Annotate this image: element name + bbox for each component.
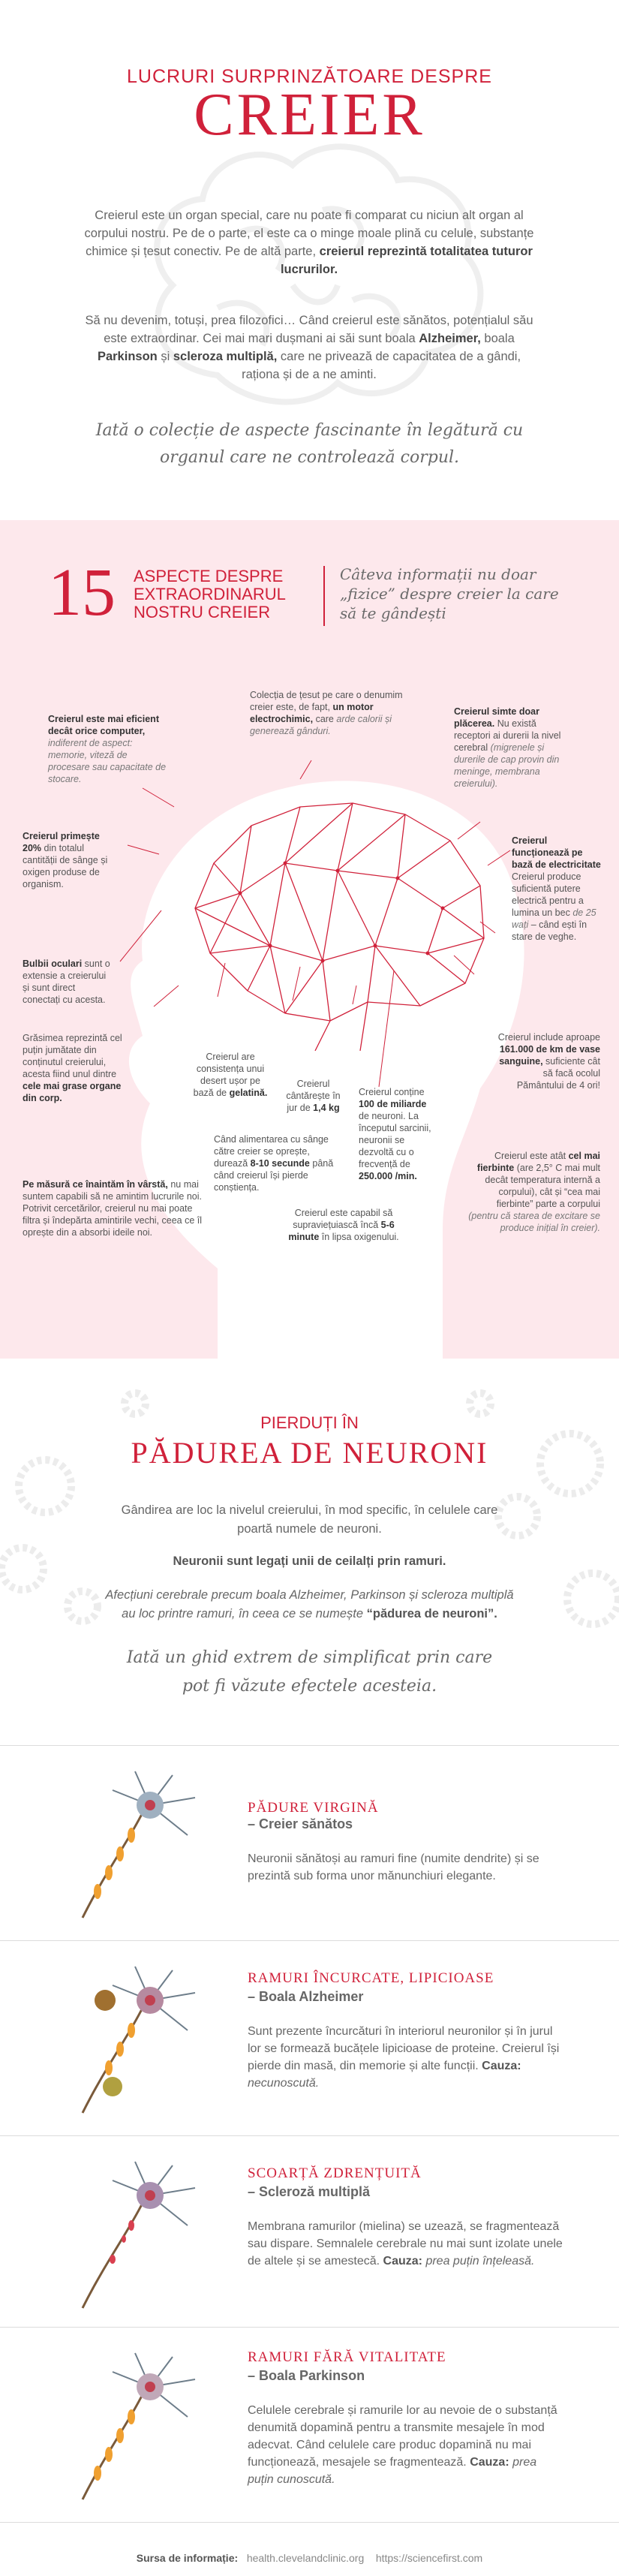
category-4-title: RAMURI FĂRĂ VITALITATE <box>248 2349 446 2365</box>
fact-2-bold: un motor electrochimic, <box>250 702 374 724</box>
intro-2-text-a: Să nu devenim, totuși, prea filozofici… Când creierul este sănătos, potențialul său este extraordinar. Cei mai mari dușmani ai săi sunt boala <box>85 314 533 345</box>
category-4-subtitle: – Boala Parkinson <box>248 2368 365 2383</box>
fact-fat <box>23 1032 124 1104</box>
category-1-title: PĂDURE VIRGINĂ <box>248 1800 379 1816</box>
neurons-paragraph-1: Gândirea are loc la nivelul creierului, în mod specific, în celulele care poartă numele de neuroni. <box>121 1503 498 1536</box>
fact-11-text: Creierul conține <box>359 1087 425 1097</box>
category-3-subtitle: – Scleroză multiplă <box>248 2184 371 2199</box>
header-tagline: Iată o colecție de aspecte fascinante în legătură cu organul care ne controlează corpul. <box>95 421 524 467</box>
category-4-text <box>248 2402 563 2488</box>
fact-13-bold: 8-10 secunde <box>250 1158 310 1169</box>
intro-2-parkinson: Parkinson <box>97 350 158 363</box>
fact-4-text: din totalul cantității de sânge și oxigen produse de organism. <box>23 843 108 889</box>
fact-12-italic: (pentru că starea de excitare se produce inițial în creier). <box>468 1211 600 1233</box>
neurons-kicker: PIERDUȚI ÎN <box>260 1413 359 1432</box>
fact-weight <box>281 1078 345 1114</box>
fact-10-bold: 1,4 kg <box>313 1103 340 1113</box>
fact-14-bold: 5-6 minute <box>288 1220 395 1242</box>
neurons-p3-text: Afecțiuni cerebrale precum boala Alzheimer, Parkinson și scleroza multiplă au loc printre ramuri, în ceea ce se numește <box>105 1588 514 1621</box>
fact-3-bold: Creierul simte doar plăcerea. <box>454 706 539 729</box>
category-4-cause: prea puțin cunoscută. <box>248 2456 537 2486</box>
category-1-subtitle: – Creier sănătos <box>248 1816 353 1831</box>
intro-paragraph-1 <box>84 206 534 278</box>
divider-line <box>0 2135 619 2136</box>
fact-7-text: Creierul include aproape <box>497 1032 600 1043</box>
fact-5-text: Creierul produce suficientă putere electrică pentru a lumina un bec <box>512 871 584 918</box>
category-4-body: Celulele cerebrale și ramurile lor au nevoie de o substanță denumită dopamină pentru a transmite mesajele în mod adecvat. Când celulele care produc dopamină nu mai funcționează, mesajele se fragmentează. <box>248 2404 557 2469</box>
category-2-cause-label: Cauza: <box>482 2060 521 2072</box>
fact-2-italic: arde calorii și generează gânduri. <box>250 714 392 736</box>
category-3-title: SCOARȚĂ ZDRENȚUITĂ <box>248 2165 422 2181</box>
neuron-sclerosis-illustration <box>68 2150 218 2316</box>
neurons-paragraph-3 <box>105 1586 514 1624</box>
category-3-cause: prea puțin înțeleasă. <box>425 2255 535 2268</box>
category-4-cause-label: Cauza: <box>470 2456 509 2469</box>
aspects-number: 15 <box>48 555 116 630</box>
neurons-paragraph-2: Neuronii sunt legați unii de ceilalți prin ramuri. <box>173 1554 446 1568</box>
fact-4-percent: 20% <box>23 843 42 853</box>
fact-13-text-c: până când creierul își pierde conștiența. <box>214 1158 334 1193</box>
intro-2-text-c: boala <box>484 332 515 345</box>
fact-2-text: Colecția de țesut pe care o denumim creier este, de fapt, <box>250 690 403 712</box>
intro-2-sclerosis: scleroza multiplă, <box>173 350 278 363</box>
intro-2-text-e: care ne privează de capacitatea de a gândi, raționa și de a ne aminti. <box>242 350 521 381</box>
fact-4-bold: Creierul primește <box>23 831 100 841</box>
fact-temperature <box>465 1150 600 1234</box>
fact-gelatin <box>189 1051 272 1099</box>
fact-1-italic: indiferent de aspect: memorie, viteză de procesare sau capacitate de stocare. <box>48 738 167 784</box>
fact-3-text: Nu există receptori ai durerii la nivel cerebral <box>454 718 561 753</box>
source-link-sciencefirst[interactable]: https://sciencefirst.com <box>375 2552 483 2564</box>
category-3-text <box>248 2218 563 2270</box>
fact-electrochemical <box>250 689 404 737</box>
fact-blood-oxygen <box>23 830 120 890</box>
fact-8-bold: cele mai grase organe din corp. <box>23 1081 122 1103</box>
fact-13-text: Când alimentarea cu sânge către creier se oprește, durează <box>214 1134 329 1169</box>
intro-paragraph-2 <box>84 311 534 384</box>
fact-pleasure <box>454 706 574 790</box>
neurons-tagline: Iată un ghid extrem de simplificat prin care pot fi văzute efectele acesteia. <box>126 1648 493 1696</box>
divider-line <box>0 1745 619 1746</box>
fact-6-bold: Bulbii oculari <box>23 958 83 969</box>
fact-5-bold: Creierul funcționează pe bază de electricitate <box>512 835 601 870</box>
neuron-healthy-illustration <box>68 1760 218 1925</box>
fact-14-text: Creierul este capabil să supraviețuiască încă <box>293 1208 393 1230</box>
header-kicker: LUCRURI SURPRINZĂTOARE DESPRE <box>127 66 492 87</box>
source-footer <box>0 2552 619 2564</box>
divider-line <box>0 2522 619 2523</box>
fact-3-italic: (migrenele și durerile de cap provin din meninge, membrana creierului). <box>454 742 560 789</box>
intro-2-text-d: și <box>161 350 170 363</box>
fact-7-bold: 161.000 de km de vase sanguine, <box>499 1044 600 1067</box>
fact-8-text: Grăsimea reprezintă cel puțin jumătate din conținutul creierului, acesta fiind unul dintre <box>23 1033 122 1079</box>
header-title: CREIER <box>194 82 425 148</box>
fact-9-bold: gelatină. <box>229 1088 268 1098</box>
source-link-cleveland[interactable]: health.clevelandclinic.org <box>246 2552 365 2564</box>
fact-11-bold-d: 250.000 /min. <box>359 1171 417 1181</box>
fact-12-text: Creierul este atât <box>494 1151 566 1161</box>
fact-electricity <box>512 835 602 943</box>
fact-2-text-c: care <box>315 714 334 724</box>
category-2-cause: necunoscută. <box>248 2077 320 2090</box>
fact-12-bold: cel mai fierbinte <box>476 1151 600 1173</box>
source-label: Sursa de informație: <box>136 2552 239 2564</box>
fact-5-text-c: – când ești în stare de veghe. <box>512 919 587 942</box>
fact-15-bold: Pe măsură ce înaintăm în vârstă, <box>23 1179 168 1190</box>
fact-6-text: sunt o extensie a creierului și sunt direct conectați cu acesta. <box>23 958 110 1005</box>
aspects-subtitle: Câteva informații nu doar „fizice” despre creier la care să te gândești <box>340 565 559 622</box>
neuron-parkinson-illustration <box>68 2342 218 2507</box>
fact-15-text: nu mai suntem capabili să ne amintim lucrurile noi. Potrivit cercetărilor, creierul nu mai poate filtra și îndepărta amintirile vechi, ceea ce îl oprește din a absorbi ideile noi. <box>23 1179 202 1238</box>
fact-9-text: Creierul are consistența unui desert ușor pe bază de <box>193 1052 265 1098</box>
fact-computer <box>48 713 168 785</box>
fact-5-italic: de 25 wați <box>512 907 596 930</box>
fact-blood-vessels <box>495 1031 600 1091</box>
fact-12-text-c: (are 2,5° C mai mult decât temperatura internă a corpului), cât și “cea mai fierbinte” parte a corpului <box>485 1163 600 1209</box>
fact-eyeballs <box>23 958 113 1006</box>
neuron-alzheimer-illustration <box>68 1955 218 2120</box>
neurons-p3-bold: “pădurea de neuroni”. <box>366 1607 497 1621</box>
category-1-text: Neuronii sănătoși au ramuri fine (numite dendrite) și se prezintă sub forma unor mănunchiuri elegante. <box>248 1852 539 1882</box>
fact-1-bold: Creierul este mai eficient decât orice computer, <box>48 714 159 736</box>
category-2-title: RAMURI ÎNCURCATE, LIPICIOASE <box>248 1970 494 1986</box>
fact-11-bold: 100 de miliarde <box>359 1099 427 1109</box>
category-3-cause-label: Cauza: <box>383 2255 422 2268</box>
fact-blood-stop <box>214 1133 341 1193</box>
category-3-body: Membrana ramurilor (mielina) se uzează, se fragmentează sau dispare. Semnalele cerebrale nu mai sunt izolate unele de altele și se amestecă. <box>248 2220 563 2268</box>
fact-aging <box>23 1178 210 1238</box>
fact-14-text-c: în lipsa oxigenului. <box>321 1232 399 1242</box>
divider-line <box>0 2327 619 2328</box>
intro-1-text: Creierul este un organ special, care nu poate fi comparat cu niciun alt organ al corpului nostru. Pe de o parte, el este ca o minge moale plină cu celule, substanțe chimice și țesut conectiv. Pe de altă parte, <box>84 209 534 258</box>
category-2-body: Sunt prezente încurcături în interiorul neuronilor și în jurul lor se formează bucățele lipicioase de proteine. Creierul își pierde din masă, din memorie și alte funcții. <box>248 2025 560 2072</box>
fact-10-text: Creierul cântărește în jur de <box>286 1079 341 1113</box>
divider-line <box>0 1940 619 1941</box>
fact-oxygen <box>284 1207 404 1243</box>
fact-11-text-c: de neuroni. La începutul sarcinii, neuronii se dezvoltă cu o frecvență de <box>359 1111 431 1169</box>
fact-neurons <box>359 1086 434 1182</box>
neurons-title: PĂDUREA DE NEURONI <box>131 1436 488 1470</box>
intro-1-bold: creierul reprezintă totalitatea tuturor lucrurilor. <box>280 245 533 276</box>
category-2-text <box>248 2023 563 2092</box>
category-2-subtitle: – Boala Alzheimer <box>248 1989 364 2004</box>
intro-2-alzheimer: Alzheimer, <box>419 332 481 345</box>
fact-7-text-c: suficiente cât să facă ocolul Pământului de 4 ori! <box>516 1056 600 1091</box>
aspects-title: ASPECTE DESPRE EXTRAORDINARUL NOSTRU CREIER <box>134 567 286 621</box>
